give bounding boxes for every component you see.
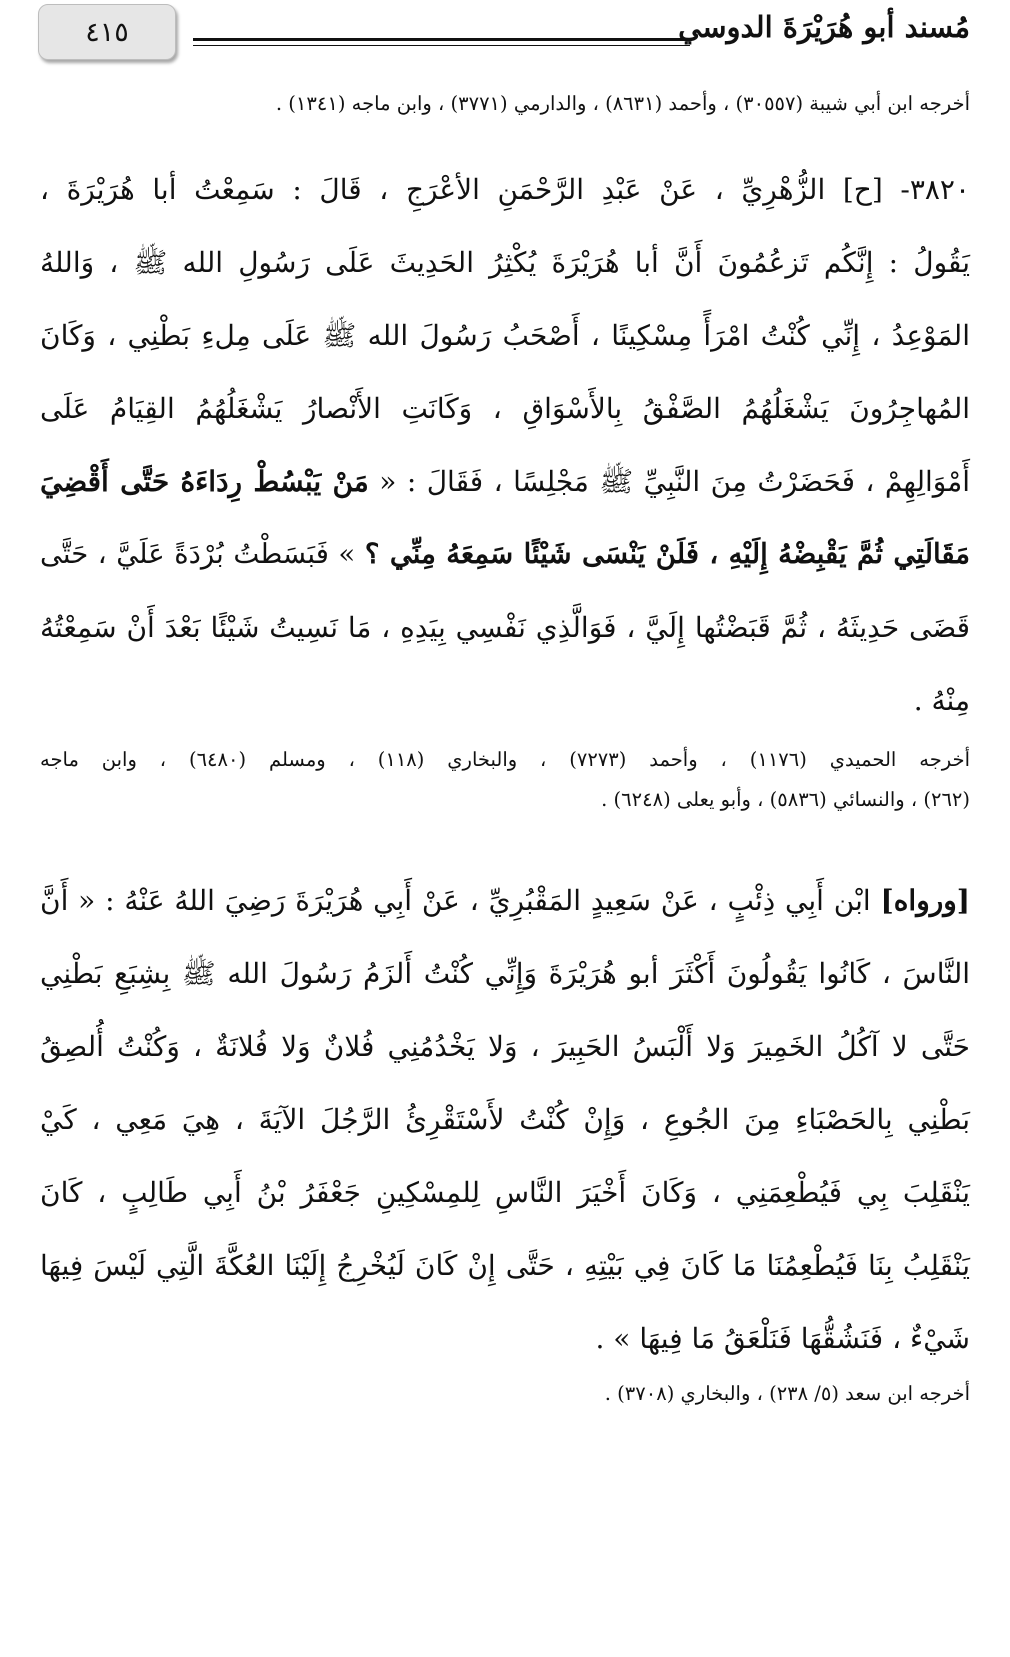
page-number: ٤١٥ [38,4,176,60]
hadith-line: مِنْهُ . [913,684,970,717]
prophetic-quote: مَقَالَتِي ثُمَّ يَقْبِضْهُ إِلَيْهِ ، فَلَنْ يَنْسَى شَيْئًا سَمِعَهُ مِنِّي ؟ [364,538,971,570]
hadith-line: المُهاجِرُونَ يَشْغَلُهُمُ الصَّفْقُ بِالأَسْوَاقِ ، وَكَانَتِ الأَنْصارُ يَشْغَلُهُمُ القِيَامُ عَلَى [40,392,970,425]
hadith-line [40,518,970,591]
hadith-line: ٣٨٢٠- [ح] الزُّهْرِيِّ ، عَنْ عَبْدِ الرَّحْمَنِ الأعْرَجِ ، قَالَ : سَمِعْتُ أبا هُرَيْرَةَ ، [40,173,970,206]
hadith-text: » فَبَسَطْتُ بُرْدَةً عَلَيَّ ، حَتَّى [40,538,365,570]
hadith-text: أَمْوَالِهِمْ ، فَحَضَرْتُ مِنَ النَّبِيِّ ﷺ مَجْلِسًا ، فَقَالَ : « [368,465,970,498]
footnote-line: أخرجه الحميدي (١١٧٦) ، وأحمد (٧٢٧٣) ، والبخاري (١١٨) ، ومسلم (٦٤٨٠) ، وابن ماجه [40,748,970,771]
footnote-line: أخرجه ابن أبي شيبة (٣٠٥٥٧) ، وأحمد (٨٦٣١) ، والدارمي (٣٧٧١) ، وابن ماجه (١٣٤١) . [275,92,970,115]
riwaya-text: ابْن أَبِي ذِئْبٍ ، عَنْ سَعِيدٍ المَقْبُرِيِّ ، عَنْ أَبِي هُرَيْرَةَ رَضِيَ اللهُ عَنْهُ : « أَنَّ [40,884,881,917]
riwaya-line: يَنْقَلِبَ بِي فَيُطْعِمَنِي ، وَكَانَ أَخْيَرَ النَّاسِ لِلمِسْكِينِ جَعْفَرُ بْنُ أَبِي طَالِبٍ ، كَانَ [40,1176,970,1209]
page-header [0,0,1010,70]
riwaya-line: النَّاسَ ، كَانُوا يَقُولُونَ أَكْثَرَ أبو هُرَيْرَةَ وَإِنِّي كُنْتُ أَلزَمُ رَسُولَ الله ﷺ بِشِبَعِ بَطْنِي [40,957,971,990]
riwaya-line: يَنْقَلِبُ بِنَا فَيُطْعِمُنَا مَا كَانَ فِي بَيْتِهِ ، حَتَّى إِنْ كَانَ لَيُخْرِجُ إِلَيْنَا العُكَّةَ الَّتِي لَيْسَ فِيهَا [40,1249,970,1282]
footnote-top [40,84,970,124]
riwaya-line [40,864,970,937]
header-rule-thin [193,45,690,46]
hadith-3820 [40,153,970,737]
riwaya-line: حَتَّى لا آكُلُ الخَمِيرَ وَلا أَلْبَسُ الحَبِيرَ ، وَلا يَخْدُمُنِي فُلانٌ وَلا فُلانَةٌ ، وَكُنْتُ أُلصِقُ [40,1030,970,1063]
hadith-line [40,445,970,518]
footnote-bottom [40,1374,970,1414]
hadith-line: يَقُولُ : إِنَّكُم تَزعُمُونَ أَنَّ أبا هُرَيْرَةَ يُكْثِرُ الحَدِيثَ عَلَى رَسُولِ الله ﷺ ، وَاللهُ [40,246,971,279]
footnote-middle [40,740,970,820]
riwaya-paragraph [40,864,970,1375]
prophetic-quote: مَنْ يَبْسُطْ رِدَاءَهُ حَتَّى أَقْضِيَ [40,465,369,498]
riwaya-line: بَطْنِي بِالحَصْبَاءِ مِنَ الجُوعِ ، وَإِنْ كُنْتُ لأَسْتَقْرِئُ الرَّجُلَ الآيَةَ ، هِيَ مَعِي ، كَيْ [40,1103,970,1136]
running-title: مُسند أبو هُرَيْرَةَ الدوسي [678,10,970,44]
riwaya-marker: [ورواه] [880,884,971,917]
footnote-line: (٢٦٢) ، والنسائي (٥٨٣٦) ، وأبو يعلى (٦٢٤٨) . [601,788,970,811]
hadith-line: قَضَى حَدِيثَهُ ، ثُمَّ قَبَضْتُها إِلَيَّ ، فَوَالَّذِي نَفْسِي بِيَدِهِ ، مَا نَسِيتُ شَيْئًا بَعْدَ أَنْ سَمِعْتُهُ [40,611,970,644]
riwaya-line: شَيْءٌ ، فَنَشُقُّهَا فَنَلْعَقُ مَا فِيهَا » . [595,1322,970,1355]
header-rule [193,38,690,41]
footnote-line: أخرجه ابن سعد (٥/ ٢٣٨) ، والبخاري (٣٧٠٨) . [604,1382,970,1405]
hadith-line: المَوْعِدُ ، إِنِّي كُنْتُ امْرَأً مِسْكِينًا ، أَصْحَبُ رَسُولَ الله ﷺ عَلَى مِلءِ بَطْنِي ، وَكَانَ [40,319,970,352]
